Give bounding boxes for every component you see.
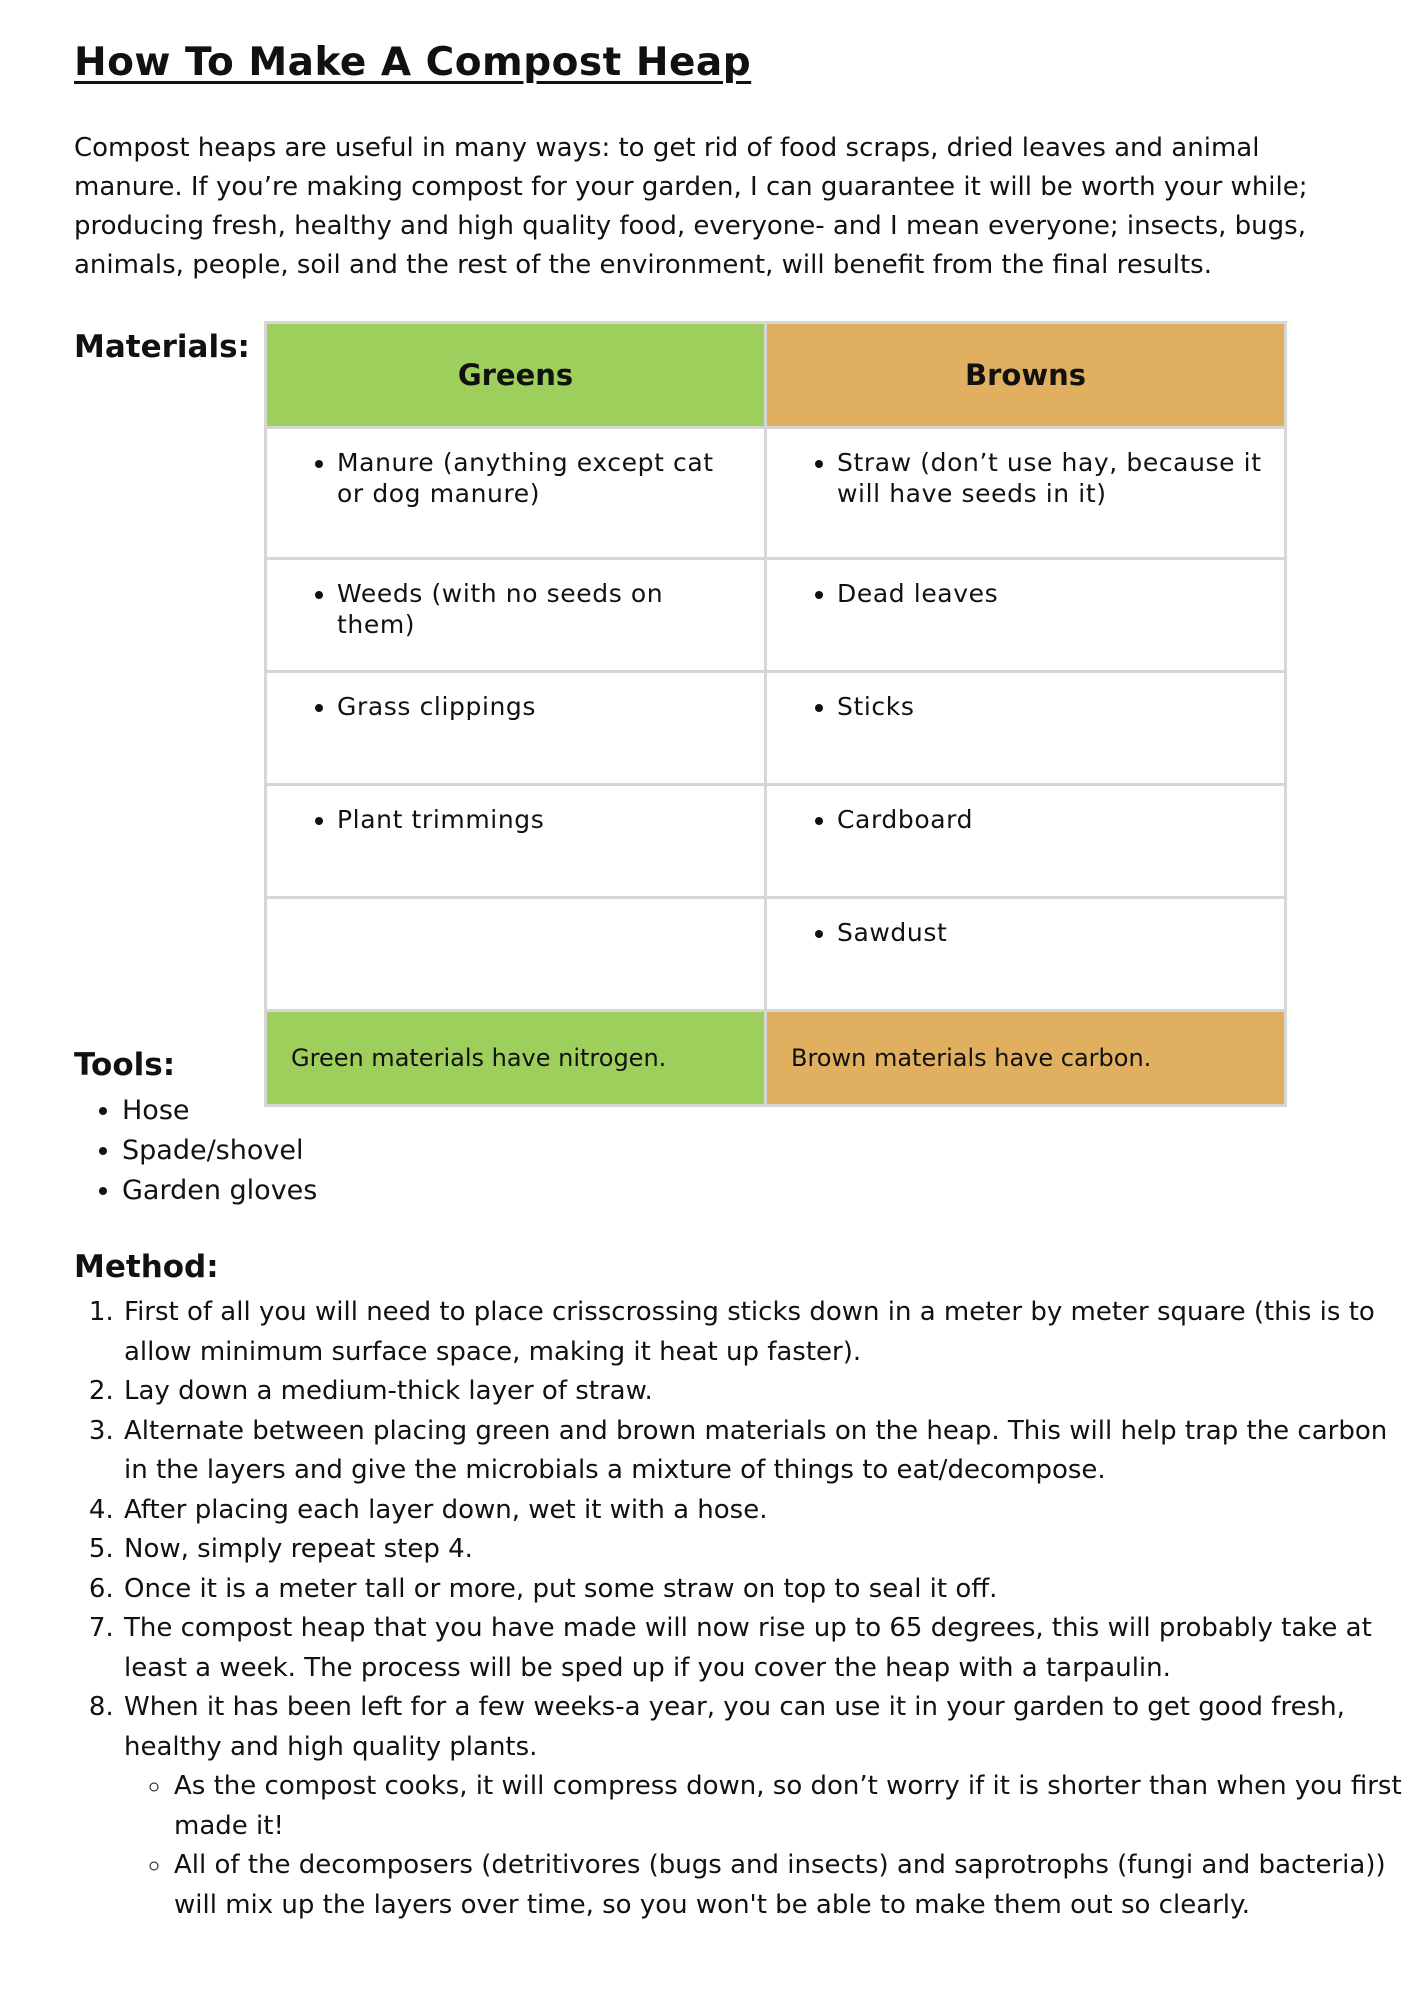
table-row [266, 898, 1286, 1011]
method-sub-notes [124, 1767, 1412, 1925]
green-cell [266, 559, 766, 672]
green-cell [266, 785, 766, 898]
tools-list [74, 1091, 1354, 1211]
brown-cell [766, 672, 1286, 785]
list-item: • Grass clippings [337, 691, 744, 722]
list-item: • Spade/shovel [122, 1131, 1354, 1171]
materials-table [264, 321, 1287, 1107]
materials-header-row [266, 323, 1286, 428]
materials-heading: Materials: [74, 329, 250, 365]
brown-cell [766, 785, 1286, 898]
method-step: 6. Once it is a meter tall or more, put some straw on top to seal it off. [122, 1570, 1412, 1610]
green-cell [266, 428, 766, 559]
list-item: • Weeds (with no seeds on them) [337, 578, 744, 640]
tools-heading: Tools: [74, 1047, 176, 1083]
brown-cell [766, 428, 1286, 559]
list-item: • Dead leaves [837, 578, 1264, 609]
list-item: • Hose [122, 1091, 1354, 1131]
page-title: How To Make A Compost Heap [74, 40, 752, 85]
list-item: • Cardboard [837, 804, 1264, 835]
brown-note: Brown materials have carbon. [766, 1011, 1286, 1106]
sub-note: ◦ All of the decomposers (detritivores (bugs and insects) and saprotrophs (fungi and bacteria)) will mix up the layers over time, so you won't be able to make them out so clearly. [172, 1846, 1412, 1925]
method-heading: Method: [74, 1249, 219, 1285]
list-item: • Garden gloves [122, 1171, 1354, 1211]
method-step-8 [122, 1688, 1412, 1925]
green-cell-empty [266, 898, 766, 1011]
method-step: 5. Now, simply repeat step 4. [122, 1530, 1412, 1570]
browns-header: Browns [766, 323, 1286, 428]
method-step-text: When it has been left for a few weeks-a year, you can use it in your garden to get good fresh, healthy and high quality plants. [124, 1692, 1345, 1762]
method-steps [74, 1293, 1412, 1925]
method-step: 3. Alternate between placing green and brown materials on the heap. This will help trap the carbon in the layers and give the microbials a mixture of things to eat/decompose. [122, 1412, 1412, 1491]
sub-note: ◦ As the compost cooks, it will compress down, so don’t worry if it is shorter than when you first made it! [172, 1767, 1412, 1846]
table-row [266, 672, 1286, 785]
method-step: 7. The compost heap that you have made will now rise up to 65 degrees, this will probably take at least a week. The process will be sped up if you cover the heap with a tarpaulin. [122, 1609, 1412, 1688]
list-item: • Straw (don’t use hay, because it will have seeds in it) [837, 447, 1264, 509]
list-item: • Sawdust [837, 917, 1264, 948]
list-item: • Plant trimmings [337, 804, 744, 835]
brown-cell [766, 898, 1286, 1011]
method-section [74, 1249, 1402, 1925]
list-item: • Manure (anything except cat or dog manure) [337, 447, 744, 509]
green-cell [266, 672, 766, 785]
method-step: 2. Lay down a medium-thick layer of straw. [122, 1372, 1412, 1412]
list-item: • Sticks [837, 691, 1264, 722]
intro-paragraph: Compost heaps are useful in many ways: to get rid of food scraps, dried leaves and animal manure. If you’re making compost for your garden, I can guarantee it will be worth your while; producing fresh, healthy and high quality food, everyone- and I mean everyone; insects, bugs, animals, people, soil and the rest of the environment, will benefit from the final results. [74, 133, 1308, 280]
table-row [266, 559, 1286, 672]
document-page [74, 40, 1402, 1925]
brown-cell [766, 559, 1286, 672]
materials-note-row [266, 1011, 1286, 1106]
method-step: 4. After placing each layer down, wet it with a hose. [122, 1491, 1412, 1531]
greens-header: Greens [266, 323, 766, 428]
method-step: 1. First of all you will need to place crisscrossing sticks down in a meter by meter square (this is to allow minimum surface space, making it heat up faster). [122, 1293, 1412, 1372]
table-row [266, 428, 1286, 559]
green-note: Green materials have nitrogen. [266, 1011, 766, 1106]
table-row [266, 785, 1286, 898]
